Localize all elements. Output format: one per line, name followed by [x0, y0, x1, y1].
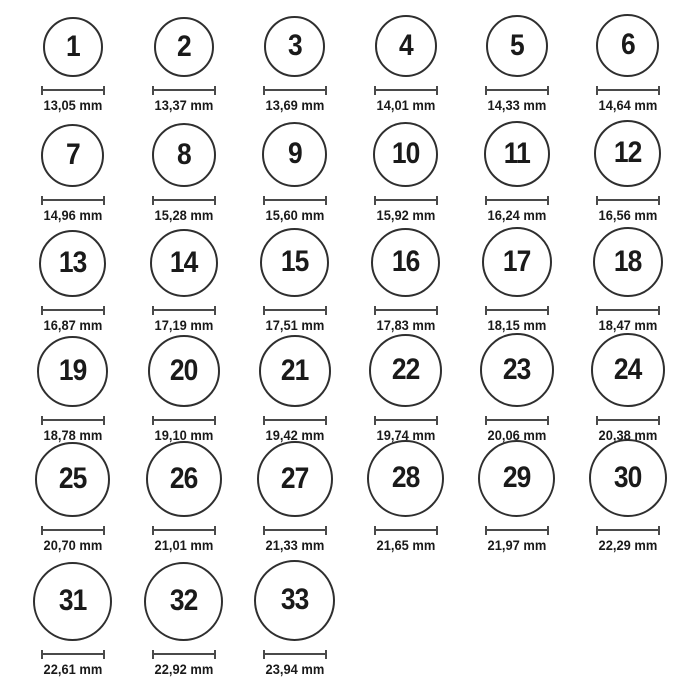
measure-line	[596, 526, 660, 535]
measure-bar	[43, 89, 103, 91]
ring-size-item	[128, 114, 239, 224]
ring-size-number: 16	[391, 245, 420, 279]
ring-size-item	[461, 4, 572, 114]
measure-bar	[376, 419, 436, 421]
diameter-label: 20,38 mm	[598, 426, 657, 443]
ring-size-number: 2	[176, 29, 191, 63]
ring-circle	[260, 228, 329, 297]
measure-bar	[265, 309, 325, 311]
ring-size-item	[239, 554, 350, 682]
ring-size-item	[572, 114, 683, 224]
ring-size-item	[461, 224, 572, 334]
ring-size-number: 24	[613, 352, 642, 386]
measure-line	[485, 86, 549, 95]
measure-line	[263, 306, 327, 315]
measure-bar	[598, 309, 658, 311]
measure-bar	[154, 529, 214, 531]
ring-size-item	[128, 4, 239, 114]
diameter-label: 18,78 mm	[43, 426, 102, 443]
measure-bar	[43, 419, 103, 421]
ring-circle	[375, 15, 437, 77]
measure-line	[596, 86, 660, 95]
diameter-label: 14,33 mm	[487, 96, 546, 113]
diameter-label: 14,96 mm	[43, 206, 102, 223]
ring-size-item	[572, 444, 683, 554]
measure-line	[485, 526, 549, 535]
ring-size-number: 29	[502, 461, 531, 495]
measure-line	[374, 526, 438, 535]
ring-circle	[150, 229, 218, 297]
ring-circle	[33, 562, 112, 641]
measure-line	[41, 416, 105, 425]
ring-circle	[482, 227, 552, 297]
ring-size-item	[17, 444, 128, 554]
ring-circle	[367, 440, 444, 517]
measure-line	[374, 306, 438, 315]
measure-bar	[43, 199, 103, 201]
ring-circle	[43, 17, 103, 77]
measure-bar	[487, 309, 547, 311]
ring-size-item	[350, 334, 461, 444]
measure-bar	[376, 199, 436, 201]
measure-bar	[43, 529, 103, 531]
ring-size-number: 22	[391, 353, 420, 387]
diameter-label: 16,24 mm	[487, 206, 546, 223]
ring-size-number: 1	[65, 29, 80, 63]
ring-size-number: 15	[280, 245, 309, 279]
ring-size-number: 8	[176, 137, 191, 171]
ring-circle	[478, 440, 555, 517]
diameter-label: 16,87 mm	[43, 316, 102, 333]
measure-line	[596, 416, 660, 425]
ring-circle	[148, 335, 220, 407]
ring-size-number: 13	[58, 246, 87, 280]
measure-line	[152, 526, 216, 535]
measure-bar	[265, 653, 325, 655]
ring-size-item	[17, 224, 128, 334]
ring-size-number: 31	[58, 584, 87, 618]
ring-size-number: 20	[169, 353, 198, 387]
ring-circle	[591, 333, 665, 407]
ring-size-number: 26	[169, 461, 198, 495]
measure-line	[263, 86, 327, 95]
measure-line	[374, 86, 438, 95]
diameter-label: 22,61 mm	[43, 660, 102, 677]
ring-size-item	[239, 224, 350, 334]
ring-size-item	[239, 444, 350, 554]
diameter-label: 15,60 mm	[265, 206, 324, 223]
measure-bar	[154, 309, 214, 311]
diameter-label: 16,56 mm	[598, 206, 657, 223]
ring-size-item	[350, 114, 461, 224]
ring-circle	[371, 228, 440, 297]
measure-line	[152, 416, 216, 425]
ring-size-item	[461, 444, 572, 554]
measure-bar	[154, 89, 214, 91]
measure-bar	[487, 529, 547, 531]
ring-circle	[593, 227, 663, 297]
ring-size-number: 32	[169, 584, 198, 618]
diameter-label: 20,70 mm	[43, 536, 102, 553]
diameter-label: 21,33 mm	[265, 536, 324, 553]
measure-line	[152, 86, 216, 95]
ring-size-number: 12	[613, 136, 642, 170]
diameter-label: 13,69 mm	[265, 96, 324, 113]
measure-line	[41, 86, 105, 95]
ring-size-item	[17, 334, 128, 444]
diameter-label: 13,37 mm	[154, 96, 213, 113]
measure-line	[41, 306, 105, 315]
ring-size-number: 7	[65, 138, 80, 172]
measure-line	[485, 306, 549, 315]
diameter-label: 15,28 mm	[154, 206, 213, 223]
ring-size-number: 9	[287, 137, 302, 171]
ring-circle	[37, 336, 108, 407]
ring-size-number: 14	[169, 245, 198, 279]
diameter-label: 21,65 mm	[376, 536, 435, 553]
ring-size-item	[17, 554, 128, 682]
ring-circle	[480, 333, 554, 407]
measure-bar	[43, 653, 103, 655]
measure-line	[485, 196, 549, 205]
ring-size-item	[572, 4, 683, 114]
measure-bar	[487, 89, 547, 91]
ring-size-item	[239, 114, 350, 224]
measure-line	[41, 196, 105, 205]
measure-bar	[598, 529, 658, 531]
ring-size-number: 6	[620, 28, 635, 62]
ring-circle	[486, 15, 548, 77]
ring-size-item	[128, 224, 239, 334]
diameter-label: 17,83 mm	[376, 316, 435, 333]
ring-size-number: 5	[509, 28, 524, 62]
ring-size-number: 18	[613, 244, 642, 278]
ring-circle	[262, 122, 327, 187]
diameter-label: 21,97 mm	[487, 536, 546, 553]
measure-line	[485, 416, 549, 425]
ring-size-item	[128, 334, 239, 444]
measure-bar	[265, 529, 325, 531]
measure-bar	[487, 419, 547, 421]
ring-size-item	[239, 334, 350, 444]
ring-size-item	[572, 224, 683, 334]
diameter-label: 19,74 mm	[376, 426, 435, 443]
ring-size-item	[350, 224, 461, 334]
ring-size-item	[461, 114, 572, 224]
measure-line	[263, 650, 327, 659]
diameter-label: 20,06 mm	[487, 426, 546, 443]
ring-size-item	[461, 334, 572, 444]
ring-circle	[152, 123, 216, 187]
ring-circle	[254, 560, 335, 641]
ring-circle	[373, 122, 438, 187]
measure-line	[374, 196, 438, 205]
ring-size-item	[17, 114, 128, 224]
ring-size-item	[128, 444, 239, 554]
measure-bar	[154, 199, 214, 201]
ring-size-item	[128, 554, 239, 682]
ring-circle	[369, 334, 442, 407]
ring-size-item	[17, 4, 128, 114]
ring-size-number: 17	[502, 244, 531, 278]
ring-size-item	[350, 444, 461, 554]
ring-circle	[39, 230, 106, 297]
measure-line	[152, 306, 216, 315]
diameter-label: 14,64 mm	[598, 96, 657, 113]
ring-circle	[146, 441, 222, 517]
measure-line	[263, 196, 327, 205]
measure-bar	[265, 89, 325, 91]
measure-bar	[154, 419, 214, 421]
diameter-label: 15,92 mm	[376, 206, 435, 223]
measure-line	[596, 196, 660, 205]
ring-size-item	[350, 4, 461, 114]
diameter-label: 17,19 mm	[154, 316, 213, 333]
measure-bar	[598, 419, 658, 421]
measure-line	[41, 526, 105, 535]
ring-size-item	[239, 4, 350, 114]
measure-bar	[598, 199, 658, 201]
ring-size-number: 11	[503, 136, 530, 170]
measure-bar	[598, 89, 658, 91]
measure-line	[263, 526, 327, 535]
ring-size-number: 25	[58, 462, 87, 496]
ring-circle	[594, 120, 661, 187]
measure-bar	[487, 199, 547, 201]
measure-bar	[265, 419, 325, 421]
ring-size-number: 28	[391, 461, 420, 495]
ring-circle	[484, 121, 550, 187]
diameter-label: 23,94 mm	[265, 660, 324, 677]
measure-bar	[265, 199, 325, 201]
measure-line	[374, 416, 438, 425]
measure-line	[263, 416, 327, 425]
measure-bar	[376, 529, 436, 531]
measure-bar	[154, 653, 214, 655]
ring-size-number: 3	[287, 29, 302, 63]
ring-circle	[35, 442, 110, 517]
ring-circle	[259, 335, 331, 407]
ring-size-number: 19	[58, 354, 87, 388]
diameter-label: 19,42 mm	[265, 426, 324, 443]
diameter-label: 13,05 mm	[43, 96, 102, 113]
diameter-label: 18,15 mm	[487, 316, 546, 333]
diameter-label: 21,01 mm	[154, 536, 213, 553]
diameter-label: 17,51 mm	[265, 316, 324, 333]
measure-bar	[376, 89, 436, 91]
ring-size-item	[572, 334, 683, 444]
ring-circle	[264, 16, 325, 77]
measure-line	[41, 650, 105, 659]
ring-circle	[257, 441, 333, 517]
diameter-label: 19,10 mm	[154, 426, 213, 443]
ring-size-number: 10	[391, 137, 420, 171]
measure-bar	[376, 309, 436, 311]
ring-size-number: 30	[613, 460, 642, 494]
ring-size-number: 33	[280, 583, 309, 617]
ring-size-number: 21	[280, 353, 309, 387]
diameter-label: 14,01 mm	[376, 96, 435, 113]
ring-circle	[41, 124, 104, 187]
ring-size-number: 4	[398, 28, 413, 62]
measure-line	[596, 306, 660, 315]
measure-line	[152, 650, 216, 659]
ring-circle	[154, 17, 214, 77]
ring-circle	[144, 562, 223, 641]
diameter-label: 22,29 mm	[598, 536, 657, 553]
ring-circle	[596, 14, 659, 77]
diameter-label: 22,92 mm	[154, 660, 213, 677]
diameter-label: 18,47 mm	[598, 316, 657, 333]
ring-size-number: 27	[280, 461, 309, 495]
measure-bar	[43, 309, 103, 311]
ring-size-number: 23	[502, 352, 531, 386]
measure-line	[152, 196, 216, 205]
ring-circle	[589, 439, 667, 517]
